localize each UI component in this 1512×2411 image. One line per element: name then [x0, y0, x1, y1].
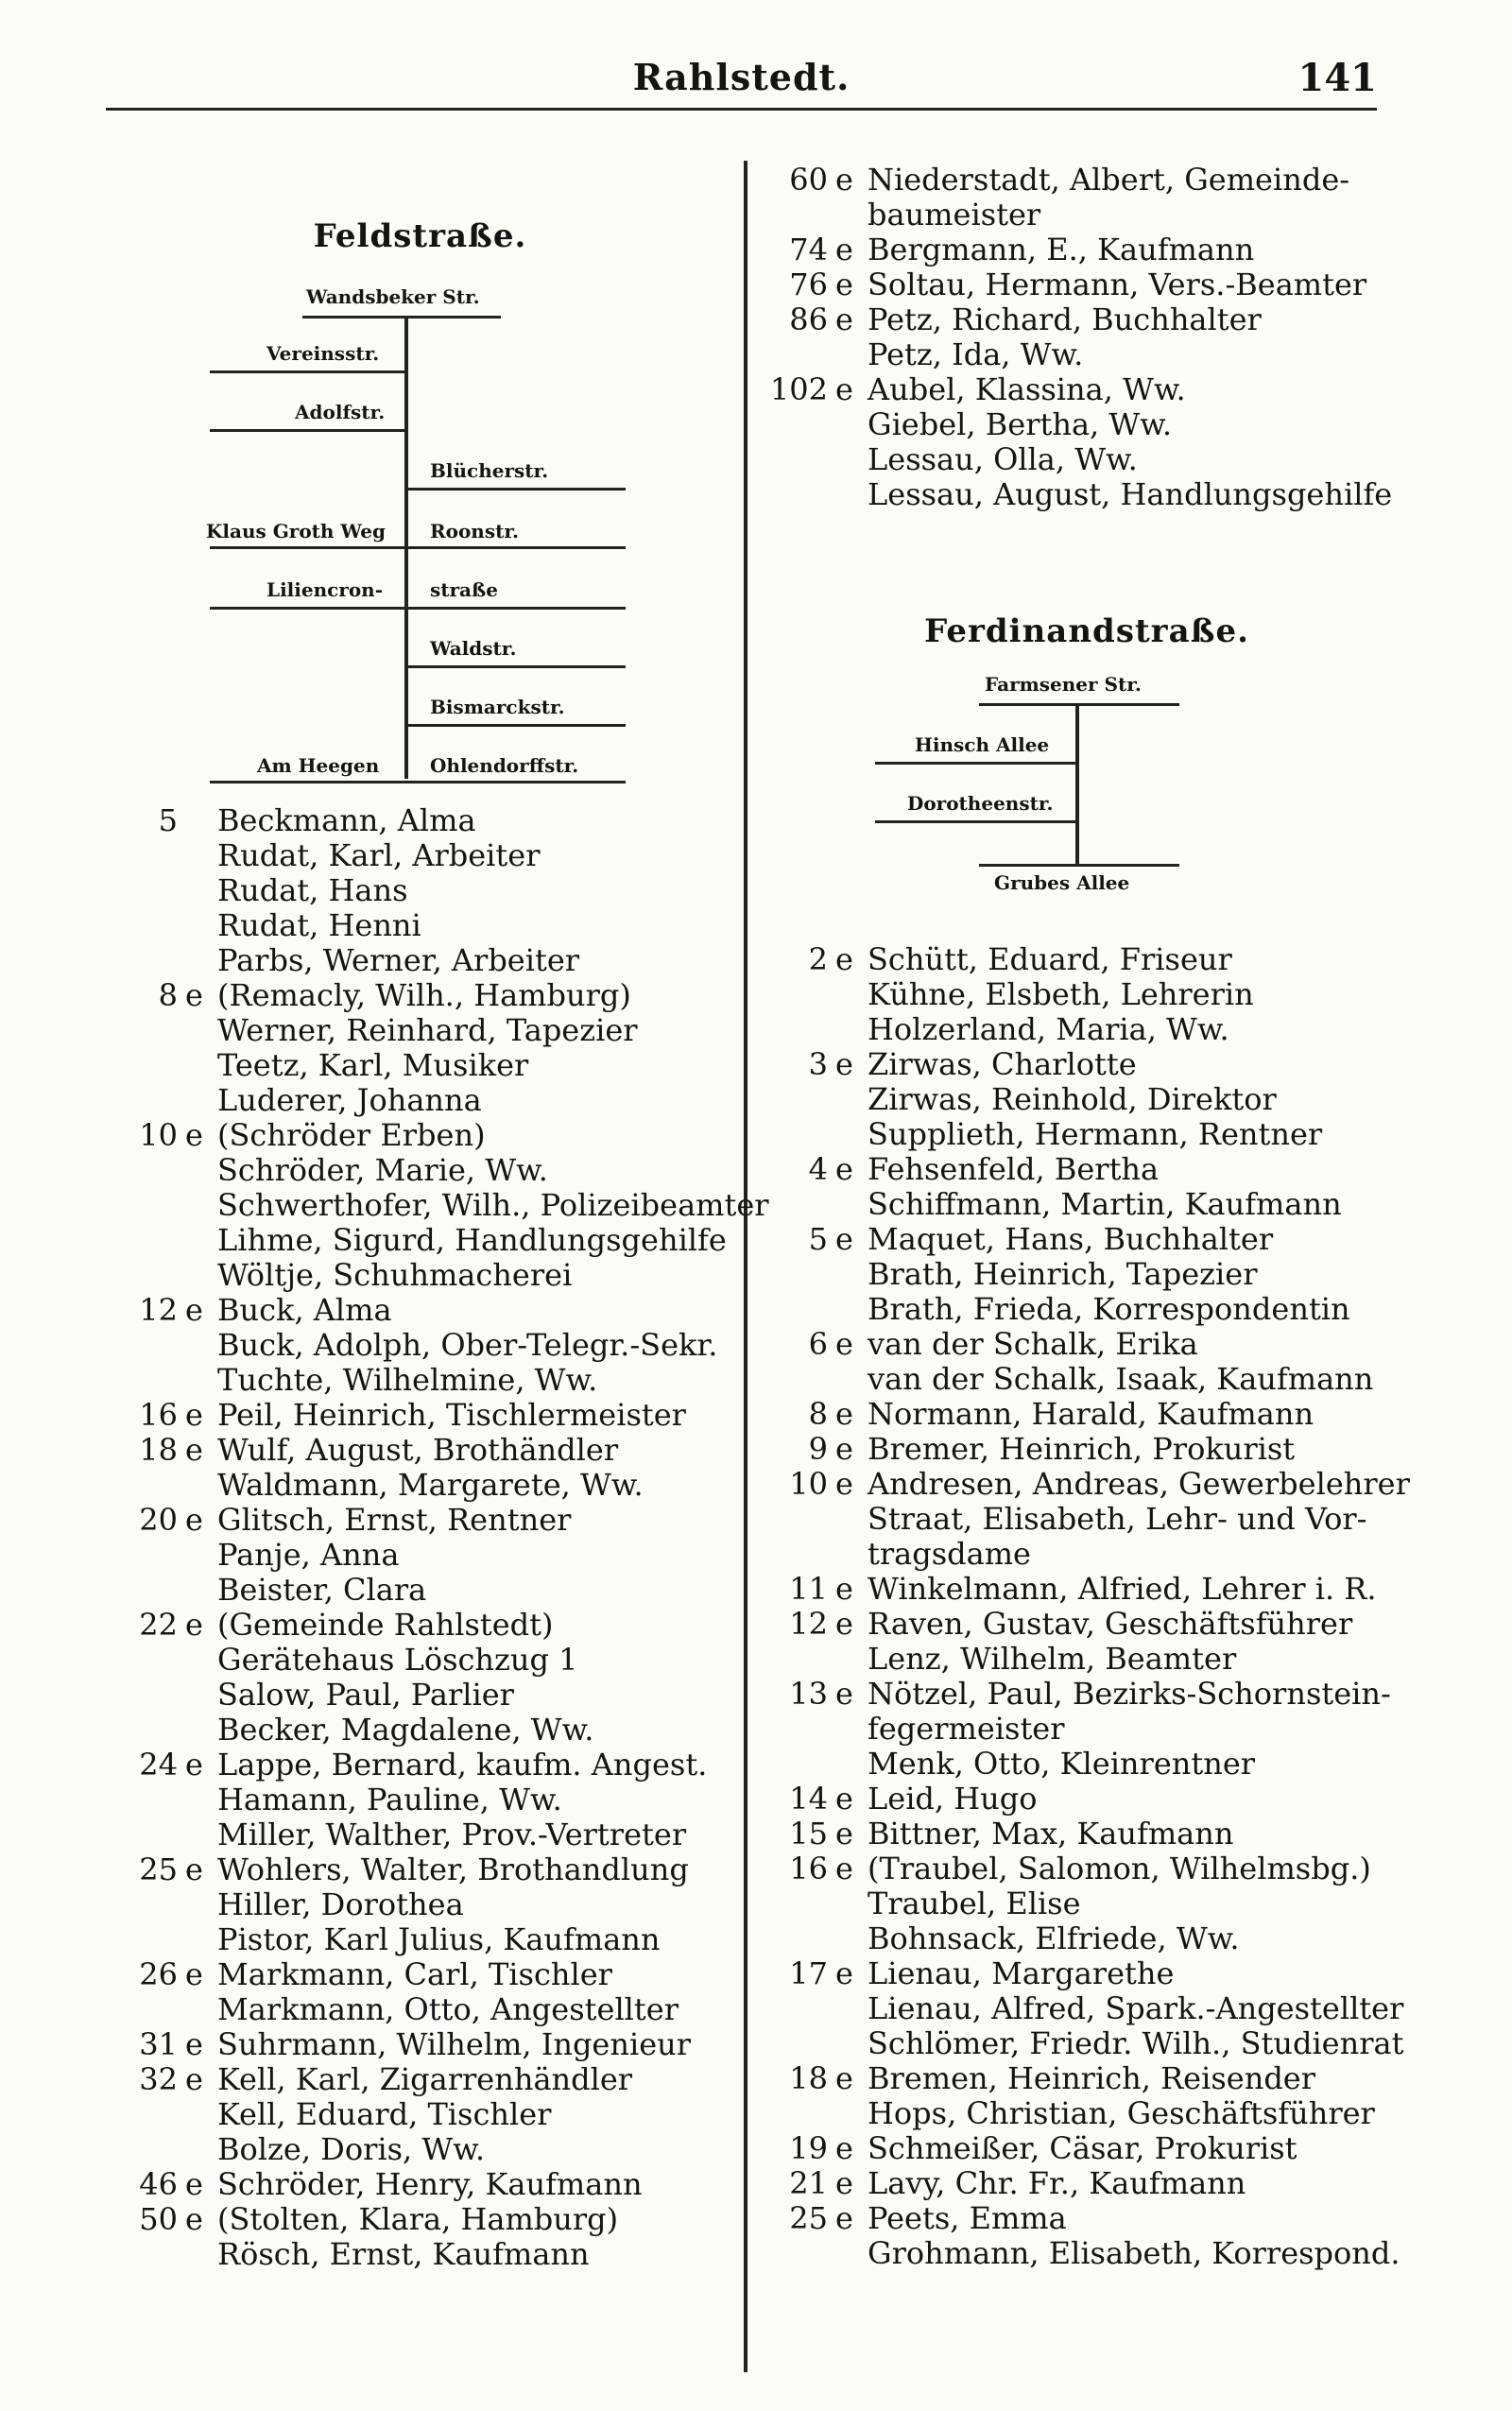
list-item: Grohmann, Elisabeth, Korrespond.	[868, 2235, 1400, 2271]
map-bottom-road	[979, 864, 1179, 867]
list-item: 31 e Suhrmann, Wilhelm, Ingenieur	[139, 2026, 692, 2062]
list-item: Miller, Walther, Prov.-Vertreter	[217, 1817, 687, 1852]
header-rule	[106, 108, 1377, 111]
map-label-right-5: Ohlendorffstr.	[430, 754, 579, 777]
list-item: 5 Beckmann, Alma	[158, 802, 476, 838]
list-item: Teetz, Karl, Musiker	[217, 1047, 529, 1083]
list-item: Kühne, Elsbeth, Lehrerin	[868, 976, 1254, 1012]
list-item: Rudat, Karl, Arbeiter	[217, 837, 541, 873]
map-label-left-0: Vereinsstr.	[266, 342, 380, 365]
list-item: Lenz, Wilhelm, Beamter	[868, 1641, 1237, 1677]
street-map-ferdinandstrasse	[765, 662, 1408, 907]
list-item: Giebel, Bertha, Ww.	[868, 406, 1173, 442]
list-item: Gerätehaus Löschzug 1	[217, 1642, 578, 1678]
list-item: Lessau, August, Handlungsgehilfe	[868, 476, 1393, 512]
list-item: Rudat, Henni	[217, 907, 421, 943]
list-item: Rudat, Hans	[217, 872, 408, 908]
map-road-right-0	[408, 488, 626, 491]
list-item: Bohnsack, Elfriede, Ww.	[868, 1920, 1240, 1956]
list-item: 10 e Andresen, Andreas, Gewerbelehrer	[789, 1466, 1410, 1502]
list-item: Straat, Elisabeth, Lehr- und Vor-	[868, 1501, 1367, 1537]
list-item: 32 e Kell, Karl, Zigarrenhändler	[139, 2061, 633, 2097]
list-item: 21 e Lavy, Chr. Fr., Kaufmann	[789, 2165, 1246, 2201]
map-label-right-3: Waldstr.	[430, 637, 517, 660]
list-item: Bolze, Doris, Ww.	[217, 2131, 486, 2167]
list-item: Waldmann, Margarete, Ww.	[217, 1467, 644, 1503]
list-item: 16 e Peil, Heinrich, Tischlermeister	[139, 1397, 686, 1433]
list-item: Brath, Heinrich, Tapezier	[868, 1256, 1258, 1292]
list-item: Wöltje, Schuhmacherei	[217, 1257, 573, 1293]
list-item: 11 e Winkelmann, Alfried, Lehrer i. R.	[789, 1571, 1377, 1607]
list-item: 4 e Fehsenfeld, Bertha	[808, 1151, 1160, 1187]
list-item: 13 e Nötzel, Paul, Bezirks-Schornstein-	[789, 1676, 1391, 1712]
map-label-right-1: Roonstr.	[430, 520, 520, 542]
list-item: 16 e (Traubel, Salomon, Wilhelmsbg.)	[789, 1851, 1371, 1886]
map-top-road	[302, 316, 501, 319]
entries-feldstrasse-continued	[756, 163, 1408, 512]
list-item: 60 e Niederstadt, Albert, Gemeinde-	[789, 162, 1350, 198]
list-item: 46 e Schröder, Henry, Kaufmann	[139, 2166, 643, 2202]
list-item: 86 e Petz, Richard, Buchhalter	[789, 301, 1262, 337]
map-label-right-2: straße	[430, 578, 498, 601]
map-label-wandsbeker: Wandsbeker Str.	[306, 285, 480, 308]
list-item: 50 e (Stolten, Klara, Hamburg)	[139, 2201, 619, 2237]
map-label-left-4: Am Heegen	[257, 754, 380, 777]
list-item: Lienau, Alfred, Spark.-Angestellter	[868, 1990, 1404, 2026]
map-top-road	[979, 703, 1179, 706]
list-item: Holzerland, Maria, Ww.	[868, 1011, 1229, 1047]
list-item: 14 e Leid, Hugo	[789, 1781, 1038, 1817]
list-item: Schröder, Marie, Ww.	[217, 1152, 548, 1188]
list-item: fegermeister	[868, 1711, 1065, 1747]
street-title-ferdinandstrasse: Ferdinandstraße.	[924, 612, 1249, 650]
map-main-road	[1075, 703, 1079, 864]
list-item: Luderer, Johanna	[217, 1082, 482, 1118]
running-head	[106, 52, 1377, 109]
list-item: 26 e Markmann, Carl, Tischler	[139, 1956, 612, 1992]
list-item: tragsdame	[868, 1536, 1031, 1572]
list-item: Tuchte, Wilhelmine, Ww.	[217, 1362, 598, 1398]
list-item: 3 e Zirwas, Charlotte	[808, 1046, 1137, 1082]
map-label-dorotheen: Dorotheenstr.	[907, 792, 1054, 815]
map-road-left-0	[875, 762, 1075, 765]
list-item: 12 e Buck, Alma	[139, 1292, 392, 1328]
list-item: Hiller, Dorothea	[217, 1886, 464, 1922]
list-item: 20 e Glitsch, Ernst, Rentner	[139, 1502, 572, 1538]
list-item: Pistor, Karl Julius, Kaufmann	[217, 1921, 661, 1957]
list-item: Schwerthofer, Wilh., Polizeibeamter	[217, 1187, 769, 1223]
list-item: Buck, Adolph, Ober-Telegr.-Sekr.	[217, 1327, 718, 1363]
list-item: 6 e van der Schalk, Erika	[808, 1326, 1198, 1362]
list-item: 8 e (Remacly, Wilh., Hamburg)	[158, 977, 631, 1013]
map-label-left-2: Klaus Groth Weg	[206, 520, 386, 542]
map-road-right-4	[408, 724, 626, 727]
entries-feldstrasse	[106, 802, 769, 2272]
map-label-hinsch: Hinsch Allee	[915, 733, 1050, 756]
page-title: Rahlstedt.	[632, 56, 850, 98]
list-item: Lessau, Olla, Ww.	[868, 441, 1138, 477]
list-item: Salow, Paul, Parlier	[217, 1677, 514, 1713]
list-item: 25 e Wohlers, Walter, Brothandlung	[139, 1851, 689, 1887]
list-item: Beister, Clara	[217, 1572, 427, 1608]
list-item: 102 e Aubel, Klassina, Ww.	[769, 371, 1186, 407]
list-item: 8 e Normann, Harald, Kaufmann	[808, 1396, 1314, 1432]
list-item: baumeister	[868, 197, 1041, 232]
list-item: 18 e Wulf, August, Brothändler	[139, 1432, 619, 1468]
list-item: 2 e Schütt, Eduard, Friseur	[808, 941, 1232, 977]
list-item: 22 e (Gemeinde Rahlstedt)	[139, 1607, 554, 1643]
list-item: Schiffmann, Martin, Kaufmann	[868, 1186, 1342, 1222]
map-road-cross-2	[210, 607, 626, 610]
column-divider	[744, 161, 747, 2372]
list-item: 17 e Lienau, Margarethe	[789, 1955, 1175, 1991]
list-item: 5 e Maquet, Hans, Buchhalter	[808, 1221, 1274, 1257]
list-item: Markmann, Otto, Angestellter	[217, 1991, 679, 2027]
list-item: Parbs, Werner, Arbeiter	[217, 942, 580, 978]
list-item: 9 e Bremer, Heinrich, Prokurist	[808, 1431, 1296, 1467]
list-item: Hops, Christian, Geschäftsführer	[868, 2095, 1375, 2131]
map-road-right-3	[408, 665, 626, 668]
list-item: 18 e Bremen, Heinrich, Reisender	[789, 2060, 1316, 2096]
list-item: Schlömer, Friedr. Wilh., Studienrat	[868, 2025, 1404, 2061]
list-item: Menk, Otto, Kleinrentner	[868, 1746, 1256, 1782]
list-item: Traubel, Elise	[868, 1886, 1081, 1921]
list-item: 19 e Schmeißer, Cäsar, Prokurist	[789, 2130, 1297, 2166]
list-item: Supplieth, Hermann, Rentner	[868, 1116, 1323, 1152]
list-item: Zirwas, Reinhold, Direktor	[868, 1081, 1277, 1117]
map-label-left-3: Liliencron-	[266, 578, 384, 601]
list-item: 12 e Raven, Gustav, Geschäftsführer	[789, 1606, 1353, 1642]
list-item: Hamann, Pauline, Ww.	[217, 1782, 562, 1817]
map-label-right-4: Bismarckstr.	[430, 696, 565, 718]
page-number: 141	[1297, 56, 1377, 100]
street-map-feldstrasse	[106, 274, 734, 794]
list-item: Petz, Ida, Ww.	[868, 336, 1084, 372]
map-label-right-0: Blücherstr.	[430, 459, 549, 482]
list-item: Werner, Reinhard, Tapezier	[217, 1012, 638, 1048]
map-road-left-1	[210, 429, 404, 432]
map-road-left-1	[875, 820, 1075, 823]
list-item: Panje, Anna	[217, 1537, 400, 1573]
map-label-left-1: Adolfstr.	[295, 401, 386, 423]
street-title-feldstrasse: Feldstraße.	[313, 217, 527, 255]
map-road-left-0	[210, 370, 404, 373]
list-item: 15 e Bittner, Max, Kaufmann	[789, 1816, 1234, 1851]
list-item: Rösch, Ernst, Kaufmann	[217, 2236, 590, 2272]
entries-ferdinandstrasse	[756, 942, 1408, 2271]
list-item: Brath, Frieda, Korrespondentin	[868, 1291, 1350, 1327]
map-label-grubes: Grubes Allee	[994, 871, 1130, 894]
map-road-cross-1	[210, 546, 626, 549]
list-item: 76 e Soltau, Hermann, Vers.-Beamter	[789, 267, 1367, 302]
list-item: Becker, Magdalene, Ww.	[217, 1712, 594, 1748]
list-item: 25 e Peets, Emma	[789, 2200, 1067, 2236]
list-item: 24 e Lappe, Bernard, kaufm. Angest.	[139, 1747, 708, 1782]
list-item: 74 e Bergmann, E., Kaufmann	[789, 232, 1255, 267]
list-item: Lihme, Sigurd, Handlungsgehilfe	[217, 1222, 727, 1258]
list-item: van der Schalk, Isaak, Kaufmann	[868, 1361, 1374, 1397]
map-road-bottom	[210, 781, 626, 784]
list-item: Kell, Eduard, Tischler	[217, 2096, 552, 2132]
list-item: 10 e (Schröder Erben)	[139, 1117, 486, 1153]
map-label-farmsener: Farmsener Str.	[985, 673, 1142, 696]
